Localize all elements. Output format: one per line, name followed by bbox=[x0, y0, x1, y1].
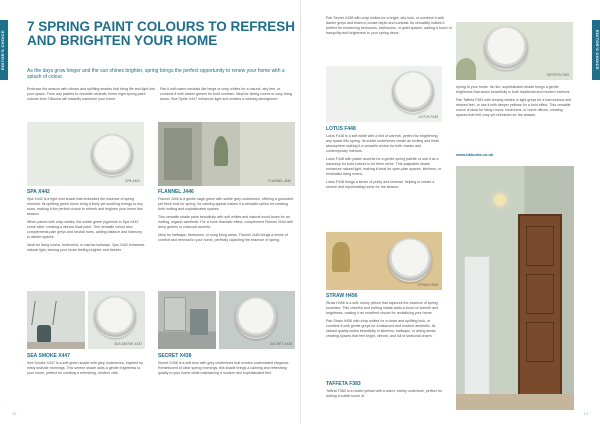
paint-tin-lid bbox=[388, 238, 432, 282]
paint-tin-lid bbox=[94, 296, 136, 338]
paint-tin-lid bbox=[235, 297, 277, 339]
hallway-photo bbox=[456, 166, 574, 410]
paragraph: Lotus F448 brings a sense of purity and renewal, helping to create a serene and rejuvenating home for the season. bbox=[326, 180, 435, 190]
cabinet bbox=[190, 309, 208, 335]
taffeta-text bbox=[326, 389, 444, 402]
intro-column-1 bbox=[27, 87, 157, 105]
paint-tin-lid bbox=[484, 26, 528, 70]
website-link[interactable]: www.tikkurila.co.uk bbox=[456, 152, 494, 157]
paragraph: Pair Taffeta F383 with creamy whites or light greys for a harmonious and relaxed feel, or use it with deeper yellows for a bold effect. This versatile colour is ideal for living rooms, bedrooms, or home offices, creating spaces that feel cosy yet refreshed for the season. bbox=[456, 98, 572, 118]
taffeta-text-continued bbox=[456, 85, 574, 121]
paragraph: Secret X438 is a soft blue with grey undertones that exudes understated elegance. Reminiscent of clear spring mornings, this shade brings a calming and refreshing quality to your home while maintaining a modern and sophisticated feel. bbox=[158, 361, 290, 375]
wall-panelling bbox=[464, 256, 490, 410]
flannel-heading: FLANNEL J446 bbox=[158, 189, 194, 195]
wooden-door bbox=[518, 214, 562, 410]
door-panel bbox=[526, 226, 554, 266]
paragraph: Ideal for hallways, bedrooms, or snug living areas, Flannel J446 brings a sense of comfort and renewal to your home, perfectly capturing the essence of spring. bbox=[158, 233, 288, 243]
swatch-label: TAFFETA F383 bbox=[546, 73, 569, 77]
spa-text bbox=[27, 197, 146, 257]
secret-text-continued bbox=[326, 16, 454, 39]
lotus-heading: LOTUS F448 bbox=[326, 126, 356, 132]
shelving bbox=[164, 297, 186, 331]
paragraph: Pair Straw H456 with crisp whites for a clean and uplifting look, or combine it with gentle greys for a balanced and modern aesthetic. Its radiant quality works beautifully in kitchens, hallways, or dining areas, creating spaces that feel bright, vibrant, and full of seasonal charm. bbox=[326, 319, 437, 338]
floor bbox=[456, 394, 574, 410]
swatch-label: SECRET X438 bbox=[270, 342, 292, 346]
paragraph: Straw H456 is a soft, sunny yellow that captures the essence of spring sunshine. This cheerful and inviting shade adds a touch of warmth and brightness, making it an excellent choice for revitalising your home. bbox=[326, 301, 439, 315]
paragraph: Ideal for living rooms, bedrooms, or narrow hallways, Spa X442 enhances natural light, leaving your home feeling brighter and fresher. bbox=[27, 243, 145, 253]
paragraph: Embrace the season with vibrant and uplifting shades that bring life and light into your space. From airy pastels to versatile neutrals, these eight spring paint colours from Tikkurila will instantly transform your home. bbox=[27, 87, 156, 101]
sea-smoke-text bbox=[27, 361, 146, 379]
spa-swatch-photo bbox=[27, 122, 144, 186]
plant bbox=[456, 58, 476, 80]
page-number-left: 12 bbox=[12, 411, 17, 416]
sea-smoke-swatch-photo bbox=[88, 291, 145, 349]
paragraph: This versatile shade pairs beautifully with soft whites and natural wood tones for an inviting, organic aesthetic. For a more dramatic effect, complement Flannel J446 with deep greens or charcoal accents. bbox=[158, 215, 293, 230]
doorway bbox=[164, 128, 192, 180]
taffeta-heading: TAFFETA F383 bbox=[326, 381, 361, 387]
straw-text bbox=[326, 301, 444, 342]
secret-swatch-photo bbox=[219, 291, 295, 349]
paragraph: When paired with crisp whites, the subtle green pigments in Spa X442 come alive, creating a vibrant focal point. This versatile colour also complements pale greys and neutral hues, adding balance and harmony to darker spaces. bbox=[27, 220, 143, 239]
paragraph: Spa X442 is a light mint shade that embodies the essence of spring renewal. Its uplifting green tones bring a lively yet soothing energy to any room, making it the perfect choice to refresh and brighten your home this season. bbox=[27, 197, 143, 216]
straw-heading: STRAW H456 bbox=[326, 293, 358, 299]
paragraph: Taffeta F383 is a muted yellow with a warm, earthy undertone, perfect for adding a subtle touch of bbox=[326, 389, 442, 398]
paragraph: Lotus F448 with pastel accents for a gentle spring palette or use it as a backdrop for bold colours to let them shine. This adaptable shade enhances natural light, making it ideal for open-plan spaces, kitchens, or minimalist living rooms. bbox=[326, 157, 442, 176]
swatch-label: SEA SMOKE X447 bbox=[114, 342, 142, 346]
paint-tin-lid bbox=[91, 134, 133, 176]
swatch-label: FLANNEL J446 bbox=[268, 179, 291, 183]
secret-text bbox=[158, 361, 295, 379]
door-panel bbox=[526, 322, 554, 362]
flannel-text bbox=[158, 197, 295, 247]
sea-smoke-room-photo bbox=[27, 291, 85, 349]
spa-heading: SPA X442 bbox=[27, 189, 50, 195]
paragraph: Lotus F448 is a soft white with a hint of warmth, perfect for brightening any space this spring. Its subtle undertones create an inviting and fresh atmosphere making it a versatile choice for both classic and contemporary interiors. bbox=[326, 134, 440, 153]
dried-flowers bbox=[31, 301, 56, 325]
paragraph: spring to your home. Its rich, sophisticated shade brings a gentle brightness that works beautifully in both traditional and modern interiors. bbox=[456, 85, 571, 94]
page-number-right: 13 bbox=[583, 411, 588, 416]
intro-column-2 bbox=[160, 87, 294, 105]
plant bbox=[214, 136, 228, 166]
swatch-label: SPA X442 bbox=[125, 179, 140, 183]
taffeta-swatch-photo bbox=[456, 22, 573, 80]
vase bbox=[37, 325, 51, 343]
intro-text: As the days grow longer and the sun shines brighter, spring brings the perfect opportunity to renew your home with a splash of colour. bbox=[27, 68, 285, 81]
secret-heading: SECRET X438 bbox=[158, 353, 192, 359]
editors-choice-tab-right: EDITOR'S CHOICE bbox=[592, 20, 600, 80]
door-panel bbox=[526, 274, 554, 314]
straw-swatch-photo bbox=[326, 232, 442, 290]
swatch-label: LOTUS F448 bbox=[418, 115, 438, 119]
dried-grass bbox=[332, 242, 350, 272]
secret-room-photo bbox=[158, 291, 216, 349]
page-title: 7 SPRING PAINT COLOURS TO REFRESH AND BRIGHTEN YOUR HOME bbox=[27, 19, 296, 48]
lotus-text bbox=[326, 134, 444, 194]
lotus-swatch-photo bbox=[326, 66, 442, 122]
shelf bbox=[27, 342, 85, 349]
flannel-room-photo bbox=[158, 122, 295, 186]
paragraph: Pair Secret X438 with crisp whites for a bright, airy look, or combine it with darker greys and blues to create depth and contrast. Its versatility makes it perfect for enhancing bedrooms, bathrooms, or quiet spaces, adding a touch of tranquility and brightness to your spring decor. bbox=[326, 16, 452, 35]
paint-tin-lid bbox=[392, 71, 434, 113]
editors-choice-tab-left: EDITOR'S CHOICE bbox=[0, 20, 8, 80]
wall-lamp bbox=[494, 194, 506, 206]
swatch-label: STRAW H456 bbox=[417, 283, 438, 287]
paragraph: Flannel J446 is a gentle sage green with subtle grey undertones, offering a grounded yet fresh look for spring. Its calming appeal makes it a versatile option for creating both inviting and sophisticated spaces. bbox=[158, 197, 293, 211]
sea-smoke-heading: SEA SMOKE X447 bbox=[27, 353, 70, 359]
paragraph: Pair it with warm neutrals like beige or crisp whites for a natural, airy feel, or combine it with darker greens for bold contrast. Ideal for dining rooms or cosy living areas, Sea Sprite X447 enhances light and creates a calming atmosphere. bbox=[160, 87, 293, 101]
paragraph: Sea Smoke X447 is a soft green shade with grey undertones, inspired by misty seaside mornings. This serene shade adds a gentle brightness to your home, perfect for creating a refreshing, modern vibe. bbox=[27, 361, 144, 375]
page-gutter bbox=[300, 0, 301, 424]
